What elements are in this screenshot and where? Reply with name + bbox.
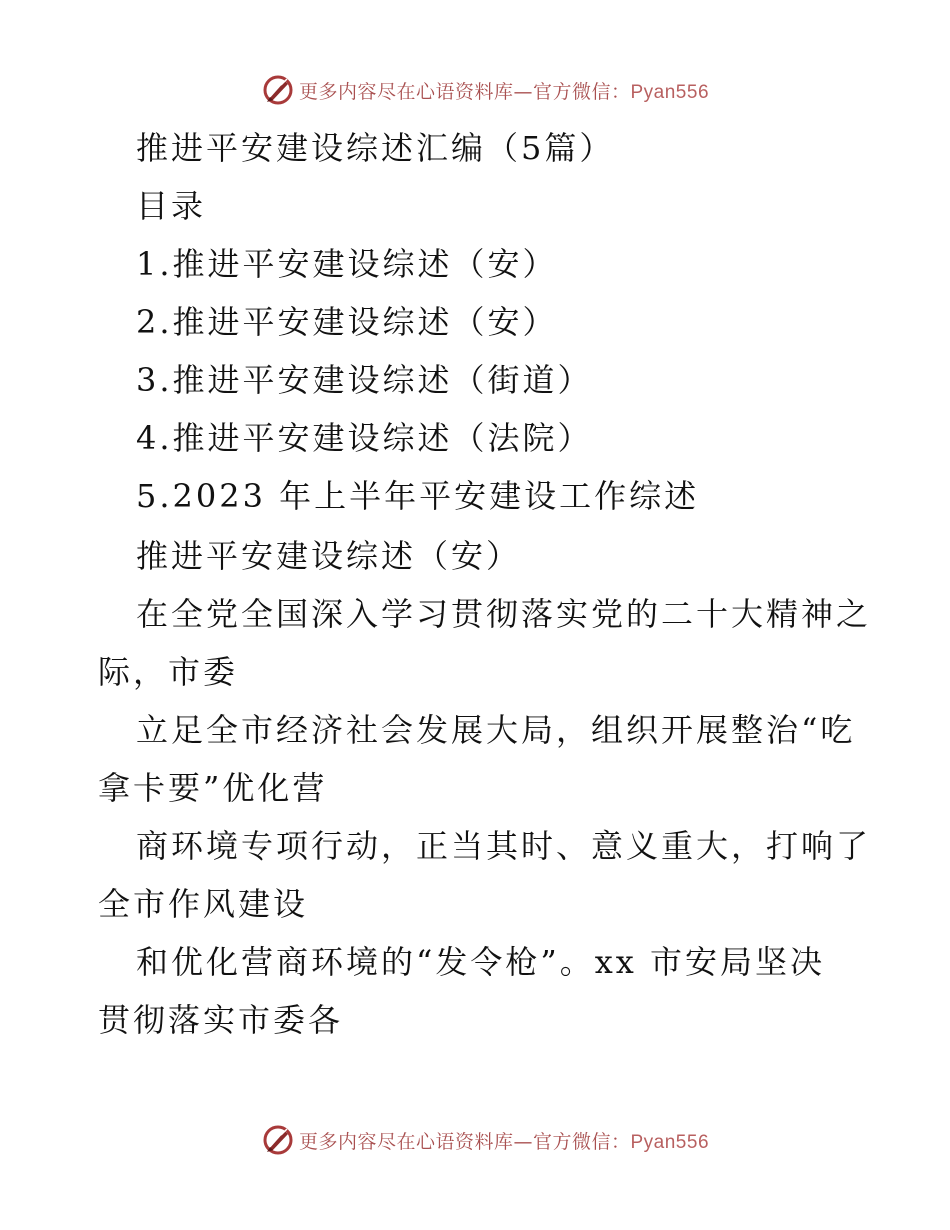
- watermark-inner: [261, 1123, 709, 1157]
- paragraph-line: 全市作风建设: [98, 885, 309, 923]
- paragraph-line: 贯彻落实市委各: [98, 1001, 344, 1039]
- toc-item: 5.2023 年上半年平安建设工作综述: [136, 477, 700, 515]
- quill-pen-circle-icon: [261, 73, 295, 107]
- watermark-wechat-id: Pyan556: [630, 1131, 710, 1153]
- toc-item: 2.推进平安建设综述（安）: [136, 303, 558, 341]
- quill-pen-circle-icon: [261, 1123, 295, 1157]
- section-title: 推进平安建设综述（安）: [136, 537, 522, 575]
- footer-watermark: [0, 1120, 950, 1160]
- paragraph-line: 际，市委: [98, 653, 239, 691]
- header-watermark: [0, 70, 950, 110]
- toc-heading: 目录: [136, 187, 207, 225]
- watermark-label: 更多内容尽在心语资料库—官方微信：: [298, 80, 631, 103]
- watermark-text: [299, 1127, 709, 1154]
- toc-item: 4.推进平安建设综述（法院）: [136, 419, 593, 457]
- paragraph-line: 立足全市经济社会发展大局，组织开展整治“吃: [136, 711, 856, 749]
- watermark-text: [299, 77, 709, 104]
- paragraph-line: 拿卡要”优化营: [98, 769, 328, 807]
- paragraph-line: 和优化营商环境的“发令枪”。xx 市安局坚决: [136, 943, 825, 981]
- document-title: 推进平安建设综述汇编（5篇）: [136, 129, 615, 167]
- toc-item: 3.推进平安建设综述（街道）: [136, 361, 593, 399]
- watermark-wechat-id: Pyan556: [630, 81, 710, 103]
- toc-item: 1.推进平安建设综述（安）: [136, 245, 558, 283]
- paragraph-line: 商环境专项行动，正当其时、意义重大，打响了: [136, 827, 872, 865]
- watermark-inner: [261, 73, 709, 107]
- watermark-label: 更多内容尽在心语资料库—官方微信：: [298, 1130, 631, 1153]
- paragraph-line: 在全党全国深入学习贯彻落实党的二十大精神之: [136, 595, 872, 633]
